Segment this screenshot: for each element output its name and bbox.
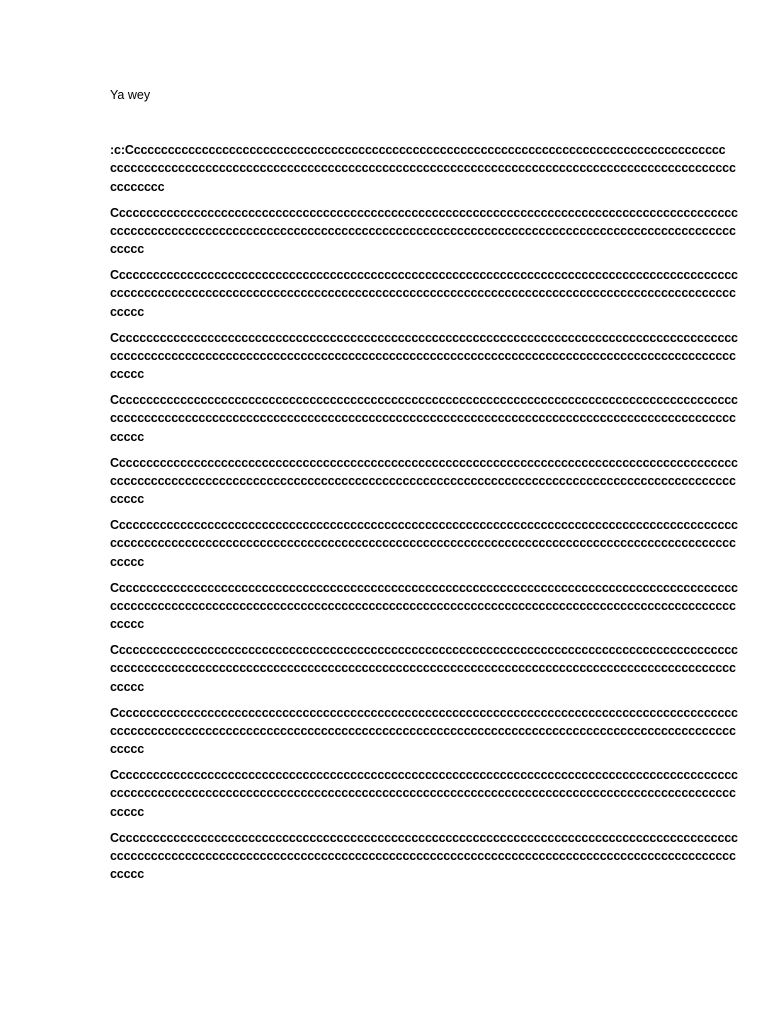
paragraph-line: Cccccccccccccccccccccccccccccccccccccccccccccccccccccccccccccccccccccccccccccccccccccccccccc: [110, 643, 738, 657]
paragraph-line: ccccc: [110, 867, 145, 882]
paragraph-line: Cccccccccccccccccccccccccccccccccccccccccccccccccccccccccccccccccccccccccccccccccccccccccccc: [110, 705, 738, 720]
paragraph-line: cccccccccccccccccccccccccccccccccccccccccccccccccccccccccccccccccccccccccccccccccccccccccccc: [110, 348, 736, 363]
paragraph-line: ccccc: [110, 679, 145, 694]
paragraph-line: cccccccccccccccccccccccccccccccccccccccccccccccccccccccccccccccccccccccccccccccccccccccccccc: [110, 786, 736, 801]
paragraph-line: cccccccccccccccccccccccccccccccccccccccccccccccccccccccccccccccccccccccccccccccccccccccccccc: [110, 223, 736, 238]
paragraph-line: cccccccc: [110, 179, 165, 194]
paragraph-line: Cccccccccccccccccccccccccccccccccccccccccccccccccccccccccccccccccccccccccccccccccccccccccccc: [110, 455, 738, 470]
paragraph-line: cccccccccccccccccccccccccccccccccccccccccccccccccccccccccccccccccccccccccccccccccccccccccccc: [110, 411, 736, 426]
paragraph-line: cccccccccccccccccccccccccccccccccccccccccccccccccccccccccccccccccccccccccccccccccccccccccccc: [110, 161, 736, 176]
paragraph-line: ccccc: [110, 242, 145, 257]
paragraph-line: ccccc: [110, 492, 145, 507]
paragraph: [110, 579, 738, 634]
paragraph: [110, 391, 738, 446]
paragraph-line: cccccccccccccccccccccccccccccccccccccccccccccccccccccccccccccccccccccccccccccccccccccccccccc: [110, 661, 736, 676]
paragraph-line: Cccccccccccccccccccccccccccccccccccccccccccccccccccccccccccccccccccccccccccccccccccccccccccc: [110, 768, 738, 782]
paragraph-line: ccccc: [110, 429, 145, 444]
paragraph-line: ccccc: [110, 304, 145, 319]
paragraph-line: Cccccccccccccccccccccccccccccccccccccccccccccccccccccccccccccccccccccccccccccccccccccccccccc: [110, 580, 738, 595]
paragraph-line: cccccccccccccccccccccccccccccccccccccccccccccccccccccccccccccccccccccccccccccccccccccccccccc: [110, 723, 736, 738]
paragraph: [110, 516, 738, 571]
paragraph-line: ccccc: [110, 617, 145, 632]
document-heading: Ya wey: [110, 88, 151, 102]
paragraph-line: cccccccccccccccccccccccccccccccccccccccccccccccccccccccccccccccccccccccccccccccccccccccccccc: [110, 536, 736, 551]
paragraph-line: ccccc: [110, 804, 145, 819]
paragraph-line: ccccc: [110, 742, 145, 757]
paragraph-line: cccccccccccccccccccccccccccccccccccccccccccccccccccccccccccccccccccccccccccccccccccccccccccc: [110, 848, 736, 863]
paragraph-line: Cccccccccccccccccccccccccccccccccccccccccccccccccccccccccccccccccccccccccccccccccccccccccccc: [110, 518, 738, 532]
paragraph-line: Cccccccccccccccccccccccccccccccccccccccccccccccccccccccccccccccccccccccccccccccccccccccccccc: [110, 830, 738, 845]
paragraph-line: cccccccccccccccccccccccccccccccccccccccccccccccccccccccccccccccccccccccccccccccccccccccccccc: [110, 286, 736, 301]
paragraph-line: ccccc: [110, 367, 145, 382]
paragraph-line: Cccccccccccccccccccccccccccccccccccccccccccccccccccccccccccccccccccccccccccccccccccccccccccc: [110, 205, 738, 220]
paragraph: [110, 641, 738, 696]
paragraph: [110, 454, 738, 509]
paragraph-line: cccccccccccccccccccccccccccccccccccccccccccccccccccccccccccccccccccccccccccccccccccccccccccc: [110, 598, 736, 613]
paragraph: [110, 329, 738, 384]
paragraph-line: :c:Cccccccccccccccccccccccccccccccccccccccccccccccccccccccccccccccccccccccccccccccccccccccc: [110, 143, 726, 157]
paragraph-line: ccccc: [110, 554, 145, 569]
paragraph: [110, 829, 738, 884]
paragraph-line: Cccccccccccccccccccccccccccccccccccccccccccccccccccccccccccccccccccccccccccccccccccccccccccc: [110, 393, 738, 407]
paragraph: [110, 204, 738, 259]
paragraph-line: Cccccccccccccccccccccccccccccccccccccccccccccccccccccccccccccccccccccccccccccccccccccccccccc: [110, 330, 738, 345]
paragraph: [110, 141, 736, 196]
paragraph: [110, 704, 738, 759]
paragraph: [110, 266, 738, 321]
paragraph-line: Cccccccccccccccccccccccccccccccccccccccccccccccccccccccccccccccccccccccccccccccccccccccccccc: [110, 268, 738, 282]
paragraph: [110, 766, 738, 821]
paragraph-line: cccccccccccccccccccccccccccccccccccccccccccccccccccccccccccccccccccccccccccccccccccccccccccc: [110, 473, 736, 488]
